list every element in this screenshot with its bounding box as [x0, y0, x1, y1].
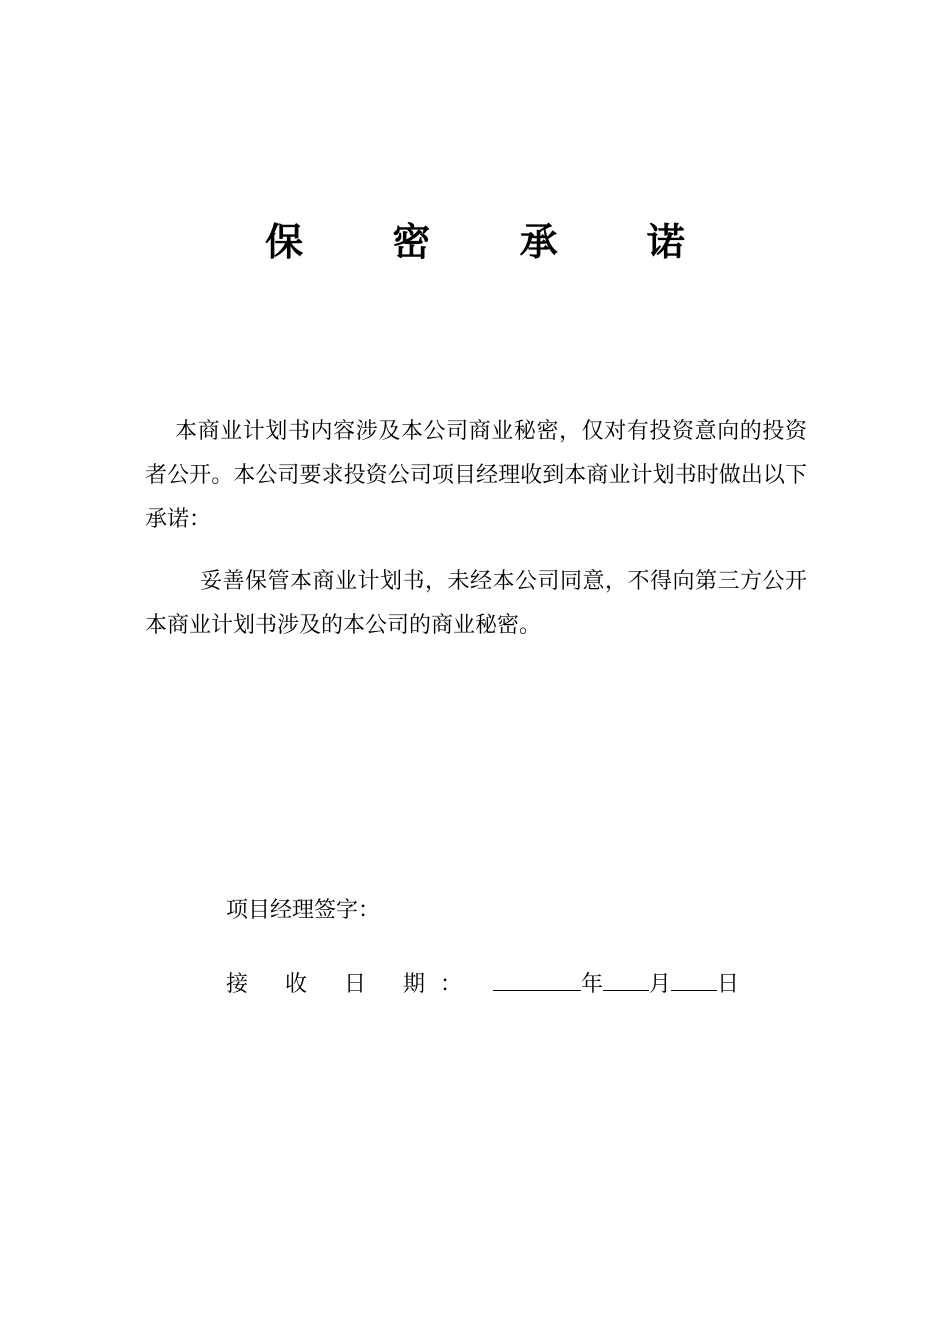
signature-label: 项目经理签字： — [226, 898, 381, 923]
month-blank-line[interactable] — [603, 964, 649, 991]
signature-row — [226, 893, 380, 929]
year-unit: 年 — [580, 972, 603, 997]
day-unit: 日 — [717, 972, 740, 997]
receive-date-row — [226, 964, 739, 1003]
document-title: 保 密 承 诺 — [265, 219, 723, 264]
day-blank-line[interactable] — [671, 964, 717, 991]
year-blank-line[interactable] — [493, 964, 581, 991]
paragraph-commitment: 妥善保管本商业计划书，未经本公司同意，不得向第三方公开本商业计划书涉及的本公司的商业秘密。 — [145, 569, 807, 638]
receive-date-label: 接 收 日 期： — [226, 972, 477, 997]
paragraph-confidentiality-intro: 本商业计划书内容涉及本公司商业秘密，仅对有投资意向的投资者公开。本公司要求投资公司项目经理收到本商业计划书时做出以下承诺： — [145, 419, 807, 532]
month-unit: 月 — [649, 972, 672, 997]
